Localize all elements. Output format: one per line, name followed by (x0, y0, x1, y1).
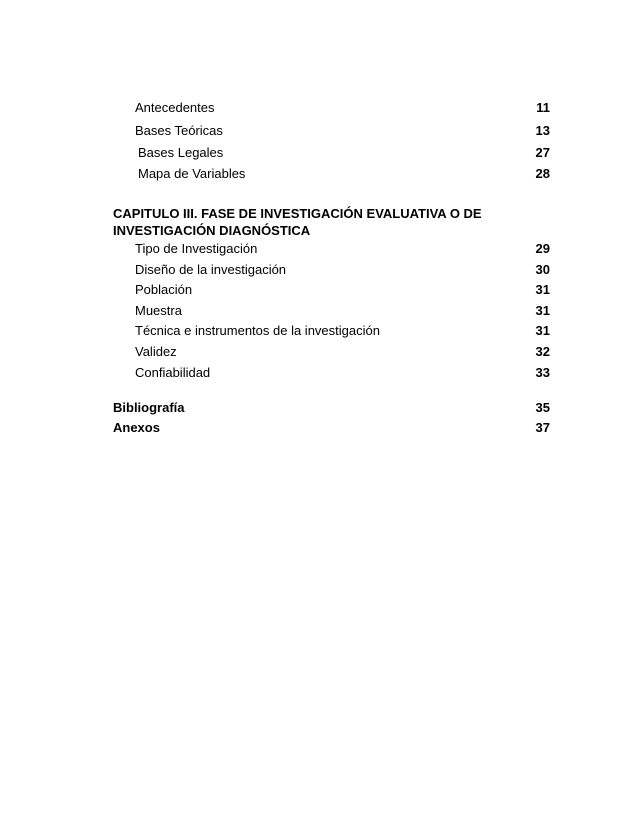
toc-entry-label: Población (135, 282, 193, 297)
toc-entry (0, 98, 638, 118)
toc-entry-label: Anexos (113, 420, 160, 435)
toc-entry (0, 260, 638, 280)
toc-entry-label: Bibliografía (113, 400, 185, 415)
toc-entry (0, 301, 638, 321)
toc-entry-page: 28 (535, 166, 550, 181)
toc-entry-label: Mapa de Variables (138, 166, 246, 181)
toc-entry (0, 143, 638, 163)
toc-entry (0, 418, 638, 438)
toc-entry (0, 342, 638, 362)
toc-entry-label: Antecedentes (135, 100, 215, 115)
toc-entry-label: Tipo de Investigación (135, 241, 258, 256)
toc-entry-label: Diseño de la investigación (135, 262, 287, 277)
toc-entry (0, 363, 638, 383)
toc-entry (0, 121, 638, 141)
chapter-heading (113, 205, 493, 239)
toc-entry-page: 29 (535, 241, 550, 256)
toc-entry-page: 13 (535, 123, 550, 138)
toc-entry-label: Bases Legales (138, 145, 224, 160)
toc-entry-page: 37 (535, 420, 550, 435)
toc-entry-label: Muestra (135, 303, 182, 318)
toc-entry-label: Validez (135, 344, 177, 359)
toc-entry (0, 280, 638, 300)
toc-entry (0, 239, 638, 259)
toc-entry-page: 33 (535, 365, 550, 380)
toc-entry-label: Confiabilidad (135, 365, 211, 380)
toc-entry-label: Bases Teóricas (135, 123, 223, 138)
toc-entry (0, 164, 638, 184)
toc-entry-page: 30 (535, 262, 550, 277)
toc-entry (0, 398, 638, 418)
toc-entry-page: 31 (535, 282, 550, 297)
toc-entry (0, 321, 638, 341)
toc-entry-page: 31 (535, 303, 550, 318)
toc-entry-page: 31 (535, 323, 550, 338)
toc-entry-page: 32 (535, 344, 550, 359)
toc-entry-page: 35 (535, 400, 550, 415)
toc-entry-label: Técnica e instrumentos de la investigación (135, 323, 380, 338)
chapter-heading-line: CAPITULO III. FASE DE INVESTIGACIÓN EVALUATIVA O DE (113, 206, 482, 221)
chapter-heading-line: INVESTIGACIÓN DIAGNÓSTICA (113, 223, 311, 238)
toc-entry-page: 27 (535, 145, 550, 160)
toc-entry-page: 11 (536, 100, 550, 115)
